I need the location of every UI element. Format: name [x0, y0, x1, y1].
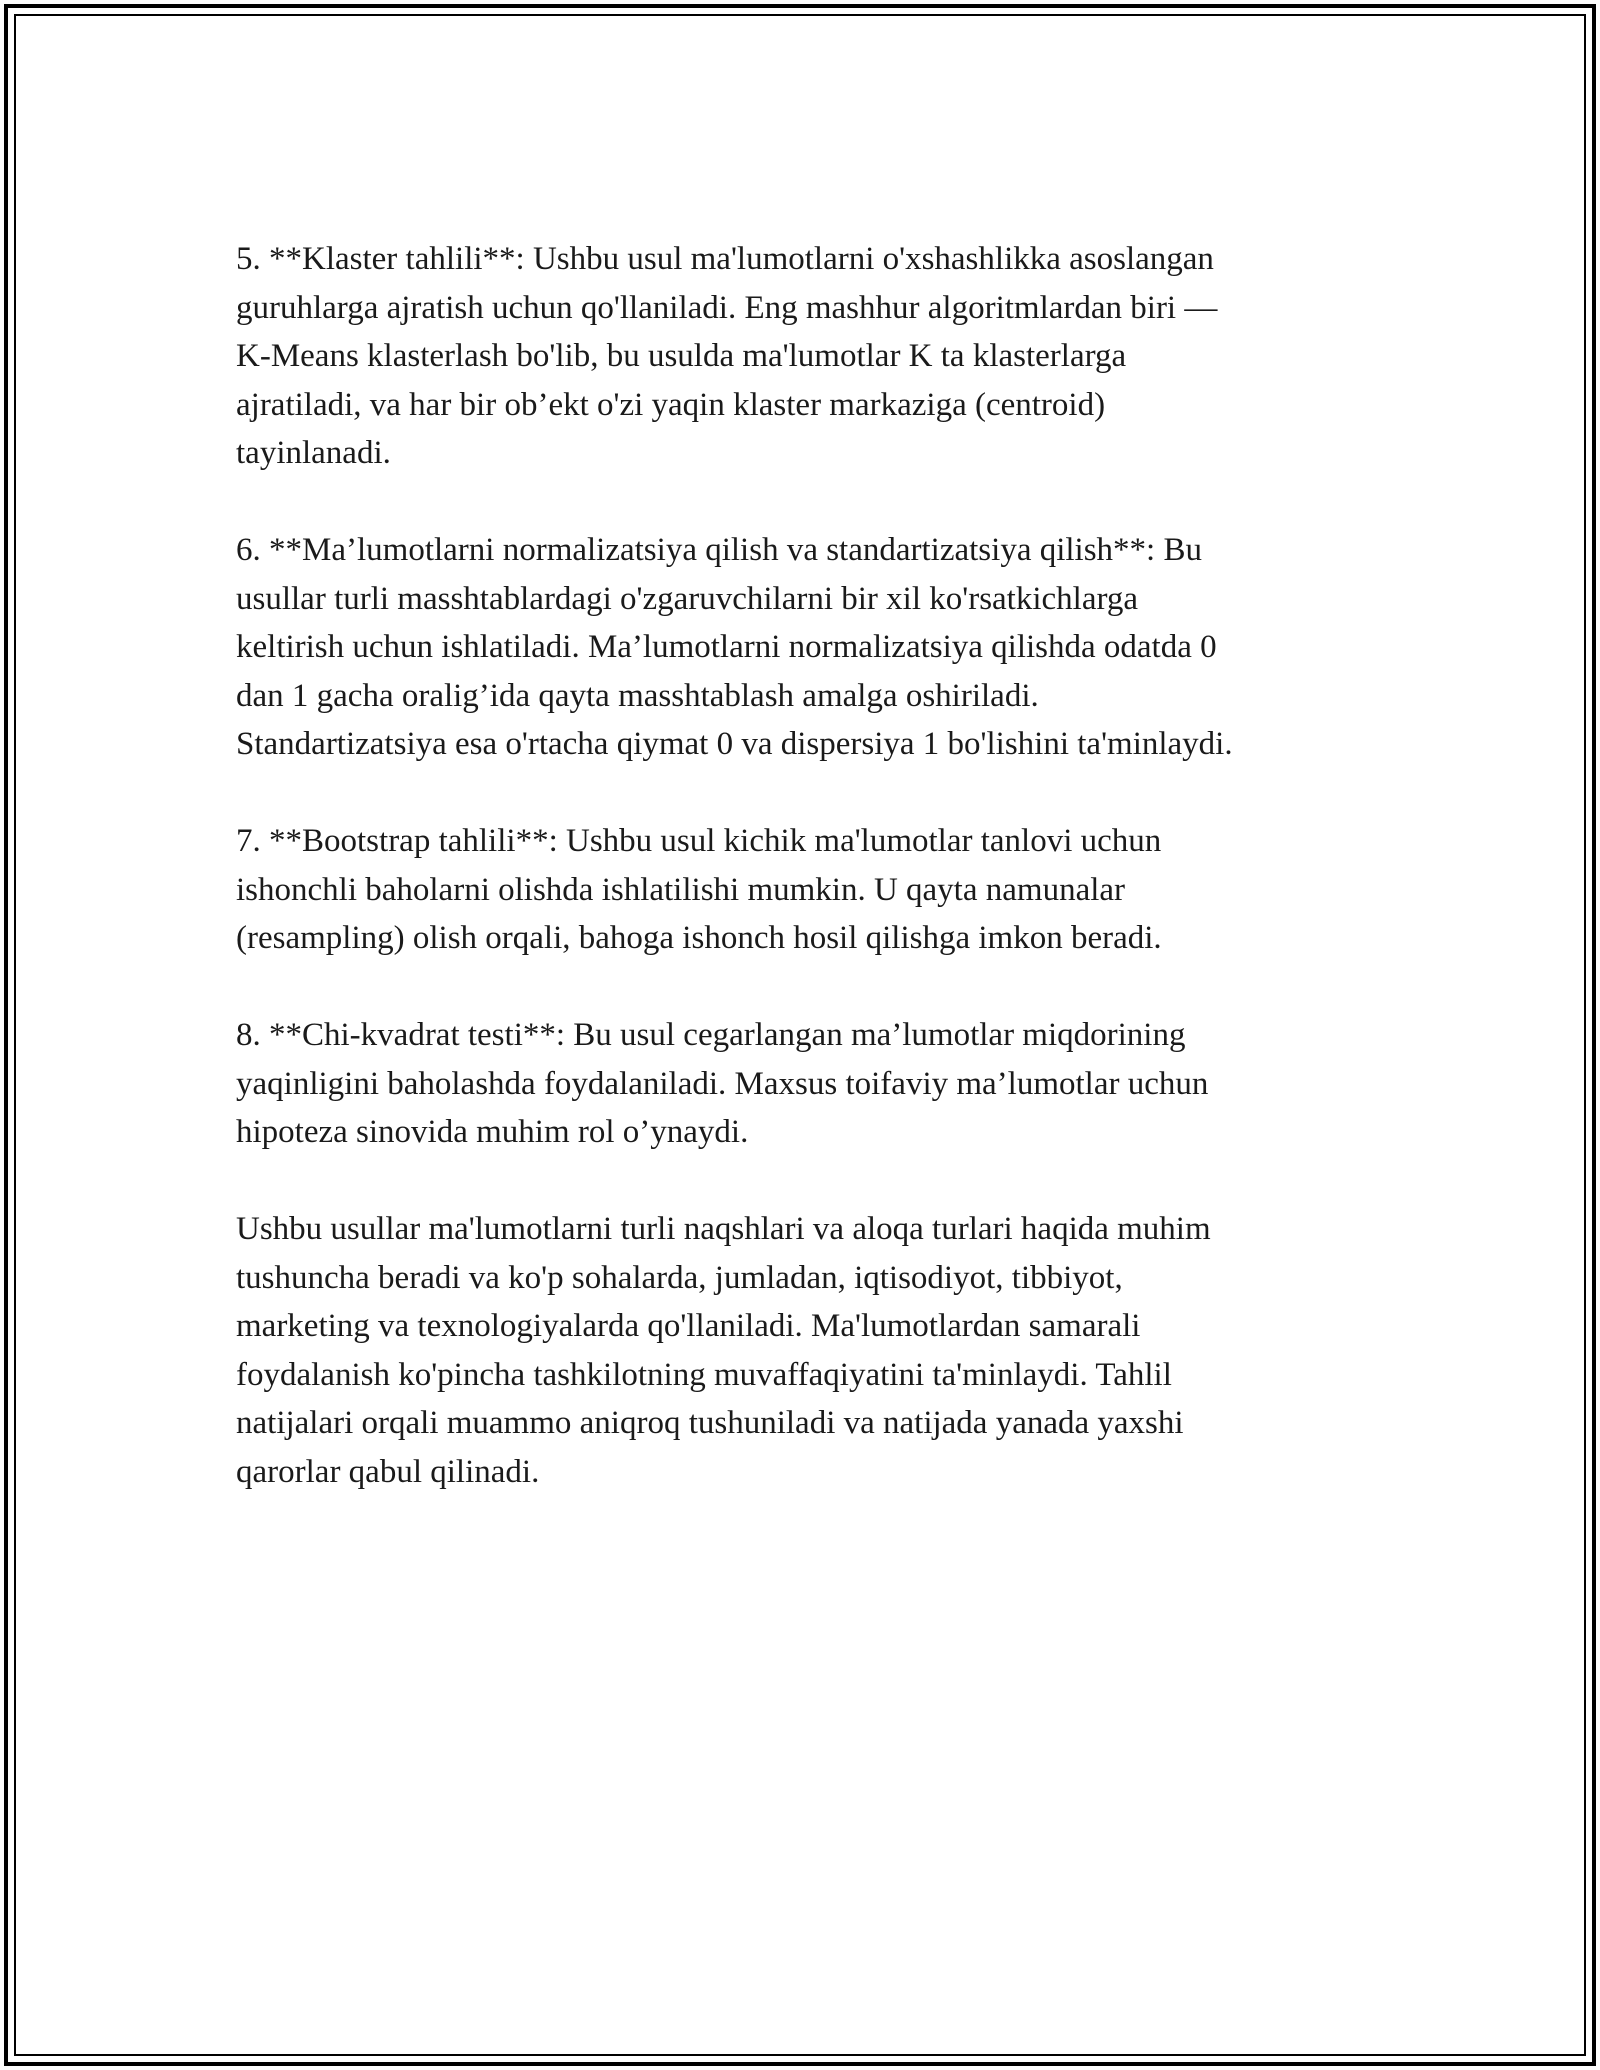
text-line: 6. **Ma’lumotlarni normalizatsiya qilish va standartizatsiya qilish**: Bu [236, 532, 1202, 568]
text-line: hipoteza sinovida muhim rol o’ynaydi. [236, 1114, 749, 1150]
text-line: Standartizatsiya esa o'rtacha qiymat 0 va dispersiya 1 bo'lishini ta'minlaydi. [236, 726, 1233, 762]
text-line: 5. **Klaster tahlili**: Ushbu usul ma'lumotlarni o'xshashlikka asoslangan [236, 241, 1214, 277]
text-line: 8. **Chi-kvadrat testi**: Bu usul cegarlangan ma’lumotlar miqdorining [236, 1017, 1186, 1053]
text-line: marketing va texnologiyalarda qo'llaniladi. Ma'lumotlardan samarali [236, 1308, 1141, 1344]
text-line: natijalari orqali muammo aniqroq tushuniladi va natijada yanada yaxshi [236, 1405, 1184, 1441]
paragraph-normalizatsiya [236, 526, 1386, 769]
text-line: guruhlarga ajratish uchun qo'llaniladi. Eng mashhur algoritmlardan biri — [236, 289, 1218, 326]
paragraph-klaster-tahlili [236, 235, 1386, 478]
paragraph-bootstrap [236, 817, 1386, 963]
text-line: tushuncha beradi va ko'p sohalarda, jumladan, iqtisodiyot, tibbiyot, [236, 1259, 1123, 1296]
paragraph-chi-kvadrat [236, 1011, 1386, 1157]
text-line: yaqinligini baholashda foydalaniladi. Maxsus toifaviy ma’lumotlar uchun [236, 1065, 1209, 1102]
text-line: ajratiladi, va har bir ob’ekt o'zi yaqin klaster markaziga (centroid) [236, 386, 1106, 423]
text-line: ishonchli baholarni olishda ishlatilishi mumkin. U qayta namunalar [236, 871, 1126, 908]
text-line: usullar turli masshtablardagi o'zgaruvchilarni bir xil ko'rsatkichlarga [236, 580, 1139, 617]
text-line: foydalanish ko'pincha tashkilotning muvaffaqiyatini ta'minlaydi. Tahlil [236, 1356, 1172, 1393]
text-line: K-Means klasterlash bo'lib, bu usulda ma'lumotlar K ta klasterlarga [236, 338, 1127, 374]
text-line: tayinlanadi. [236, 435, 391, 471]
text-line: keltirish uchun ishlatiladi. Ma’lumotlarni normalizatsiya qilishda odatda 0 [236, 629, 1217, 665]
text-line: (resampling) olish orqali, bahoga ishonch hosil qilishga imkon beradi. [236, 920, 1162, 956]
text-line: qarorlar qabul qilinadi. [236, 1453, 540, 1490]
paragraph-conclusion [236, 1205, 1386, 1496]
document-body [236, 235, 1386, 1545]
text-line: 7. **Bootstrap tahlili**: Ushbu usul kichik ma'lumotlar tanlovi uchun [236, 823, 1162, 859]
text-line: dan 1 gacha oralig’ida qayta masshtablash amalga oshiriladi. [236, 677, 1039, 714]
text-line: Ushbu usullar ma'lumotlarni turli naqshlari va aloqa turlari haqida muhim [236, 1211, 1211, 1247]
